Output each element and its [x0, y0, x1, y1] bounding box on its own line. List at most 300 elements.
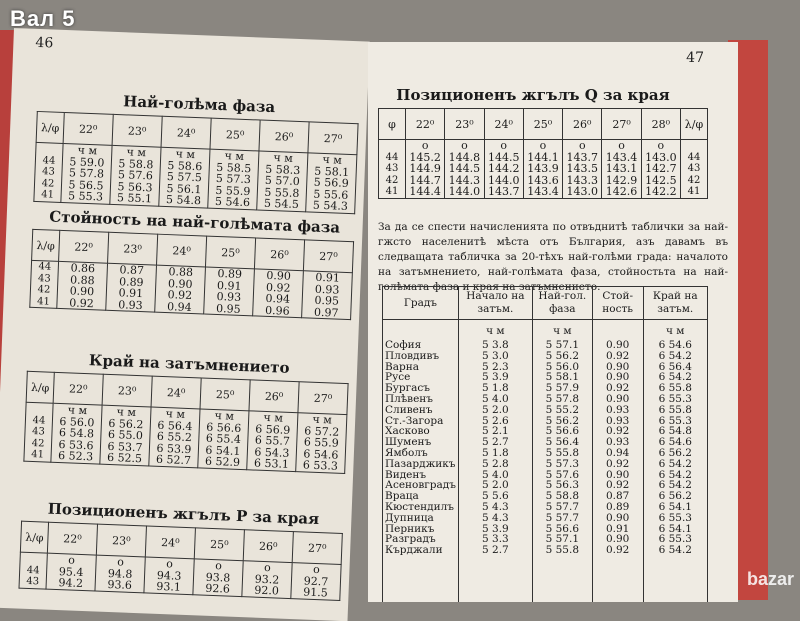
degree-header: 23⁰: [445, 109, 484, 140]
cell-value: 5 57.3: [215, 171, 252, 187]
unit-label: o: [214, 559, 223, 573]
cell-value: 5 57.7: [545, 511, 580, 524]
latitude-value: 42: [385, 174, 399, 186]
cell-value: Враца: [385, 490, 419, 503]
cell-value: 0.92: [265, 280, 291, 295]
cell-value: 6 54.6: [658, 436, 692, 449]
cell-value: 6 55.4: [205, 431, 242, 447]
cell-value: 144.9: [409, 162, 441, 175]
value-column: [484, 140, 523, 199]
latitude-value: 44: [687, 151, 701, 163]
cell-value: 0.90: [605, 392, 630, 405]
unit-spacer: [38, 143, 60, 155]
cell-value: 6 54.2: [658, 544, 692, 557]
degree-header: 26⁰: [254, 238, 304, 271]
cell-value: 5 56.1: [166, 181, 202, 196]
cell-value: 6 57.2: [304, 423, 340, 439]
column-start: [458, 320, 532, 603]
value-column: [57, 261, 108, 310]
unit-label: o: [578, 139, 586, 152]
cell-value: 6 52.9: [204, 454, 241, 469]
cell-value: 5 58.6: [167, 158, 203, 173]
latitude-value: 41: [31, 448, 45, 461]
latitude-value: 42: [37, 284, 51, 296]
lambda-phi-cell: λ/φ: [36, 111, 64, 143]
cell-value: Ст.-Загора: [385, 414, 444, 427]
cell-value: 91.5: [303, 585, 329, 600]
city-table: [382, 286, 708, 602]
latitude-value: 43: [37, 272, 51, 285]
cell-value: 5 2.1: [482, 425, 509, 438]
cell-value: 6 54.2: [658, 371, 692, 384]
data-table: [33, 111, 358, 214]
unit-label: ч м: [214, 408, 235, 423]
value-column: [302, 271, 353, 320]
value-column: [204, 267, 255, 316]
cell-value: 0.93: [605, 414, 630, 427]
cell-value: Перникъ: [385, 522, 435, 535]
cell-value: 6 56.2: [658, 446, 692, 459]
unit-spacer: [683, 140, 705, 152]
column-end: [643, 320, 707, 603]
data-row: [383, 320, 708, 603]
latitude-value: 43: [26, 575, 40, 588]
cell-value: 143.4: [605, 150, 638, 164]
value-column: [257, 151, 308, 211]
section-title: Най-голѣма фаза: [122, 92, 276, 117]
cell-value: 5 2.0: [482, 403, 509, 416]
cell-value: 5 57.5: [166, 169, 203, 185]
cell-value: 6 55.9: [303, 435, 340, 450]
cell-value: 0.90: [605, 371, 630, 384]
section-title: Позиционенъ жгълъ P за края: [47, 499, 320, 529]
value-column: [242, 561, 292, 598]
column-header: Начало на затъм.: [458, 287, 532, 320]
value-column: [144, 557, 194, 594]
cell-value: 6 55.3: [658, 511, 692, 524]
cell-value: 0.91: [605, 522, 630, 535]
cell-value: 0.95: [314, 293, 340, 308]
left-page: [0, 28, 370, 621]
cell-value: 92.7: [303, 574, 329, 588]
cell-value: Пловдивъ: [385, 349, 440, 362]
header-row: [383, 287, 708, 320]
cell-value: 144.5: [487, 150, 520, 164]
column-header: Градъ: [383, 287, 459, 320]
cell-value: 5 57.1: [545, 339, 580, 351]
cell-value: 6 54.8: [58, 426, 95, 441]
watermark-logo: bazar: [746, 569, 794, 589]
cell-value: 0.92: [605, 457, 630, 470]
phi-cell: φ: [379, 109, 406, 140]
cell-value: 5 56.6: [545, 425, 580, 438]
degree-header: 23⁰: [108, 232, 158, 265]
cell-value: 0.92: [167, 288, 193, 303]
cell-value: 5 57.8: [545, 392, 580, 405]
cell-value: 142.6: [605, 185, 638, 198]
cell-value: 6 56.2: [108, 416, 144, 431]
cell-value: Кърджали: [385, 544, 443, 557]
cell-value: 6 56.6: [206, 420, 242, 435]
cell-value: 6 54.1: [658, 522, 692, 535]
column-header: Стой-ность: [592, 287, 643, 320]
cell-value: 5 56.0: [545, 360, 580, 373]
cell-value: 5 2.7: [482, 544, 509, 557]
column-max: [532, 320, 592, 603]
cell-value: 0.94: [265, 291, 291, 306]
cell-value: 0.93: [314, 282, 340, 297]
cell-value: Сливенъ: [385, 403, 433, 416]
unit-label: o: [68, 553, 76, 567]
cell-value: 92.6: [205, 581, 231, 596]
cell-value: 6 54.2: [658, 479, 692, 492]
cell-value: 5 57.6: [545, 468, 580, 481]
cell-value: 5 58.1: [545, 371, 580, 384]
value-column: [406, 140, 445, 199]
degree-header: 22⁰: [63, 112, 113, 145]
latitude-value: 44: [42, 154, 56, 167]
cell-value: 5 4.3: [482, 500, 509, 513]
cell-value: 6 54.1: [658, 500, 692, 513]
value-column: [110, 145, 161, 205]
cell-value: 144.2: [487, 162, 520, 175]
cell-value: 5 1.8: [482, 382, 509, 395]
cell-value: 5 3.9: [482, 522, 509, 535]
seller-overlay-label: Вал 5: [10, 6, 76, 31]
right-page: [368, 42, 738, 602]
cell-value: 5 58.8: [118, 156, 154, 171]
cell-value: 94.8: [107, 566, 133, 581]
cell-value: 6 54.2: [658, 349, 692, 362]
unit-label: o: [657, 139, 665, 152]
unit-spacer: [28, 403, 50, 415]
value-column: [306, 153, 357, 213]
degree-header: 25⁰: [194, 528, 244, 561]
degree-header: 24⁰: [151, 376, 201, 409]
cell-value: 6 52.5: [106, 450, 143, 466]
value-column: [247, 411, 298, 471]
cell-value: 144.0: [487, 173, 520, 187]
cell-value: 143.6: [527, 173, 559, 187]
degree-header: 22⁰: [59, 230, 109, 263]
unit-label: ч м: [175, 147, 196, 162]
degree-header: 24⁰: [145, 526, 195, 559]
latitude-value: 42: [31, 437, 45, 449]
cell-value: Шуменъ: [385, 436, 432, 449]
unit-label: ч м: [312, 412, 333, 427]
cell-value: 6 53.6: [58, 437, 94, 452]
cell-value: 0.87: [119, 263, 145, 278]
section-title: Позиционенъ жгълъ Q за края: [396, 86, 670, 104]
cell-value: 6 56.2: [658, 490, 692, 503]
cell-value: 0.93: [605, 403, 630, 416]
cell-value: 0.90: [605, 468, 630, 481]
latitude-value: 41: [36, 295, 51, 308]
cell-value: Бургасъ: [385, 382, 430, 395]
cell-value: 0.92: [605, 425, 630, 438]
degree-header: 27⁰: [303, 240, 353, 273]
value-column: [155, 265, 206, 314]
cell-value: 5 55.9: [215, 183, 251, 198]
cell-value: 6 54.1: [205, 443, 241, 458]
cell-value: 143.3: [566, 173, 599, 187]
cell-value: 5 58.3: [265, 162, 301, 177]
cell-value: 5 56.4: [545, 436, 580, 449]
cell-value: 0.97: [313, 305, 339, 320]
cell-value: 5 5.6: [482, 490, 509, 503]
cell-value: 143.0: [566, 185, 599, 198]
latitude-column: [681, 140, 708, 199]
cell-value: 6 53.3: [302, 458, 339, 473]
value-column: [198, 409, 249, 469]
cell-value: 5 56.6: [545, 522, 580, 535]
cell-value: Хасково: [385, 425, 430, 438]
latitude-value: 41: [687, 186, 701, 197]
degree-header: 24⁰: [157, 234, 207, 267]
degree-header: 27⁰: [298, 382, 348, 415]
column-cities: [383, 320, 459, 603]
cell-value: 0.92: [605, 349, 630, 362]
cell-value: 0.91: [216, 278, 242, 293]
cell-value: Пазарджикъ: [385, 457, 456, 470]
latitude-column: [30, 260, 59, 308]
cell-value: 5 57.1: [545, 533, 580, 546]
cell-value: 144.3: [448, 173, 481, 187]
data-row: [379, 140, 708, 199]
latitude-value: 44: [26, 564, 40, 576]
unit-label: o: [461, 139, 468, 152]
cell-value: 5 58.1: [313, 164, 350, 179]
unit-label: o: [618, 139, 625, 152]
cell-value: 6 55.2: [156, 429, 193, 445]
latitude-column: [24, 402, 53, 461]
page-number: 46: [35, 34, 54, 52]
cell-value: 142.2: [645, 185, 677, 198]
unit-label: o: [500, 139, 508, 152]
degree-header: 24⁰: [484, 109, 523, 140]
cell-value: 6 55.0: [107, 427, 144, 443]
section-title: Стойность на най-голѣмата фаза: [48, 207, 341, 237]
cell-value: 5 55.1: [116, 191, 153, 206]
cell-value: 6 53.1: [253, 456, 290, 471]
degree-header: 27⁰: [602, 109, 641, 140]
cell-value: 0.94: [605, 446, 630, 459]
cell-value: 5 54.6: [214, 194, 251, 210]
unit-label: ч м: [126, 145, 147, 160]
cell-value: Дупница: [385, 511, 434, 524]
unit-label: o: [421, 139, 429, 152]
cell-value: 6 55.8: [658, 403, 692, 416]
cell-value: 0.90: [605, 511, 630, 524]
cell-value: Виденъ: [385, 468, 427, 481]
cell-value: 5 59.0: [69, 154, 105, 170]
degree-header: 22⁰: [47, 522, 97, 555]
unit-label: [385, 326, 456, 340]
cell-value: 0.90: [605, 533, 630, 546]
column-value: [592, 320, 643, 603]
cell-value: 5 4.0: [482, 392, 509, 405]
cell-value: 5 55.2: [545, 403, 580, 416]
cell-value: 0.90: [605, 360, 630, 373]
latitude-column: [34, 142, 63, 201]
header-row: [379, 109, 708, 140]
cell-value: 6 56.0: [59, 414, 95, 429]
lambda-phi-cell: λ/φ: [20, 521, 48, 553]
cell-value: 6 54.6: [658, 339, 692, 351]
cell-value: 0.87: [605, 490, 630, 503]
cell-value: 95.4: [58, 564, 84, 579]
degree-header: 27⁰: [308, 122, 358, 155]
latitude-value: 43: [41, 166, 56, 178]
degree-header: 25⁰: [200, 378, 250, 411]
data-row: [34, 142, 357, 213]
cell-value: 6 55.8: [658, 382, 692, 395]
latitude-value: 42: [687, 174, 701, 186]
cell-value: 5 55.3: [67, 189, 104, 204]
latitude-value: 44: [38, 261, 52, 273]
degree-header: 27⁰: [292, 532, 342, 565]
cell-value: 93.2: [254, 572, 280, 587]
cell-value: 6 55.3: [658, 392, 692, 405]
value-column: [253, 269, 304, 318]
latitude-value: 44: [385, 151, 399, 163]
cell-value: 6 56.4: [658, 360, 692, 373]
cell-value: 6 54.2: [658, 457, 692, 470]
cell-value: 143.9: [527, 162, 559, 175]
cell-value: 5 56.2: [545, 349, 580, 362]
unit-label: ч м: [322, 152, 343, 167]
latitude-value: 42: [41, 177, 55, 190]
cell-value: 0.90: [167, 276, 193, 291]
cell-value: 143.1: [605, 162, 638, 175]
value-column: [100, 405, 151, 465]
cell-value: 5 1.8: [482, 446, 509, 459]
cell-value: Плѣвенъ: [385, 392, 433, 405]
cell-value: 5 54.5: [263, 196, 300, 212]
cell-value: 0.94: [166, 299, 192, 314]
latitude-value: 41: [385, 186, 399, 197]
cell-value: 0.96: [264, 303, 290, 318]
cell-value: 5 57.7: [545, 500, 580, 513]
cell-value: 0.91: [118, 286, 144, 301]
data-table: [23, 371, 348, 474]
value-column: [149, 407, 200, 467]
cell-value: 6 54.6: [303, 446, 339, 462]
cell-value: 5 55.8: [545, 544, 580, 557]
value-column: [51, 403, 102, 463]
cell-value: 0.88: [168, 265, 194, 280]
cell-value: 0.89: [118, 274, 144, 289]
value-column: [445, 140, 484, 199]
cell-value: 0.92: [69, 295, 94, 310]
degree-header: 22⁰: [53, 372, 103, 405]
unit-label: o: [165, 557, 174, 571]
cell-value: 142.5: [645, 173, 677, 187]
degree-header: 22⁰: [406, 109, 445, 140]
cell-value: 6 55.7: [254, 433, 291, 448]
cell-value: Варна: [385, 360, 419, 373]
cell-value: 6 56.4: [157, 418, 193, 433]
unit-label: ч м: [666, 325, 685, 337]
column-header: Най-гол. фаза: [532, 287, 592, 320]
unit-spacer: [22, 553, 44, 565]
latitude-value: 44: [32, 414, 46, 426]
latitude-value: 41: [41, 189, 55, 201]
cell-value: 5 58.5: [216, 160, 252, 175]
degree-header: 25⁰: [205, 236, 255, 269]
cell-value: 5 2.0: [482, 479, 509, 492]
degree-header: 23⁰: [102, 374, 152, 407]
unit-label: ч м: [77, 143, 98, 158]
cell-value: 5 3.0: [482, 349, 509, 362]
unit-label: o: [117, 555, 125, 569]
cell-value: 6 54.8: [658, 425, 692, 438]
value-column: [602, 140, 641, 199]
value-column: [563, 140, 602, 199]
cell-value: София: [385, 339, 422, 351]
cell-value: 5 56.3: [117, 179, 153, 194]
cell-value: 93.8: [205, 570, 231, 585]
cell-value: 5 56.3: [545, 479, 580, 492]
cell-value: 5 57.6: [117, 168, 154, 183]
cell-value: 0.89: [605, 500, 630, 513]
cell-value: 144.1: [527, 150, 559, 164]
unit-label: ч м: [553, 325, 572, 337]
cell-value: 0.90: [605, 339, 630, 351]
value-column: [291, 563, 341, 600]
cell-value: 5 55.6: [313, 187, 349, 202]
lambda-phi-cell: λ/φ: [681, 109, 708, 140]
degree-header: 26⁰: [563, 109, 602, 140]
value-column: [46, 553, 96, 590]
cell-value: 5 54.3: [312, 198, 349, 213]
unit-label: o: [539, 139, 547, 152]
cell-value: 143.7: [487, 185, 520, 198]
cell-value: 5 3.9: [482, 371, 509, 384]
lambda-phi-cell: λ/φ: [32, 229, 60, 261]
cell-value: 6 56.9: [255, 422, 291, 437]
data-table: [29, 229, 354, 320]
cell-value: 5 55.8: [545, 446, 580, 459]
cell-value: 144.4: [409, 185, 441, 198]
unit-label: o: [263, 561, 272, 575]
intro-paragraph: За да се спести начисленията по отвъднитѣ таблички за най-гжсто населенитѣ мѣста отъ България, азъ давамъ въ следващата табличка за 20-тѣхъ най-голѣми града: началото на затъмнението, най-голѣмата фаза, стойностьта на най-голѣмата фаза и края на затъмнението.: [378, 221, 728, 293]
cell-value: 6 52.3: [57, 449, 94, 464]
cell-value: 0.92: [605, 382, 630, 395]
cell-value: 5 2.6: [482, 414, 509, 427]
page-number: 47: [686, 50, 704, 66]
latitude-column: [379, 140, 406, 199]
cell-value: 5 57.9: [545, 382, 580, 395]
value-column: [208, 149, 259, 209]
cell-value: 6 54.3: [254, 445, 290, 460]
degree-header: 26⁰: [243, 530, 293, 563]
cell-value: 5 2.7: [482, 436, 509, 449]
cell-value: 0.86: [70, 261, 96, 276]
value-column: [95, 555, 145, 592]
cell-value: 5 54.8: [165, 192, 202, 208]
unit-label: [595, 326, 641, 340]
cell-value: Асеновградъ: [385, 479, 456, 492]
value-column: [106, 263, 157, 312]
cell-value: 0.92: [605, 479, 630, 492]
cell-value: 94.3: [156, 568, 182, 583]
cell-value: 0.93: [605, 436, 630, 449]
cell-value: 144.5: [448, 162, 481, 175]
section-title: Край на затъмнението: [88, 351, 290, 377]
unit-spacer: [381, 140, 403, 152]
cell-value: 5 2.8: [482, 457, 509, 470]
